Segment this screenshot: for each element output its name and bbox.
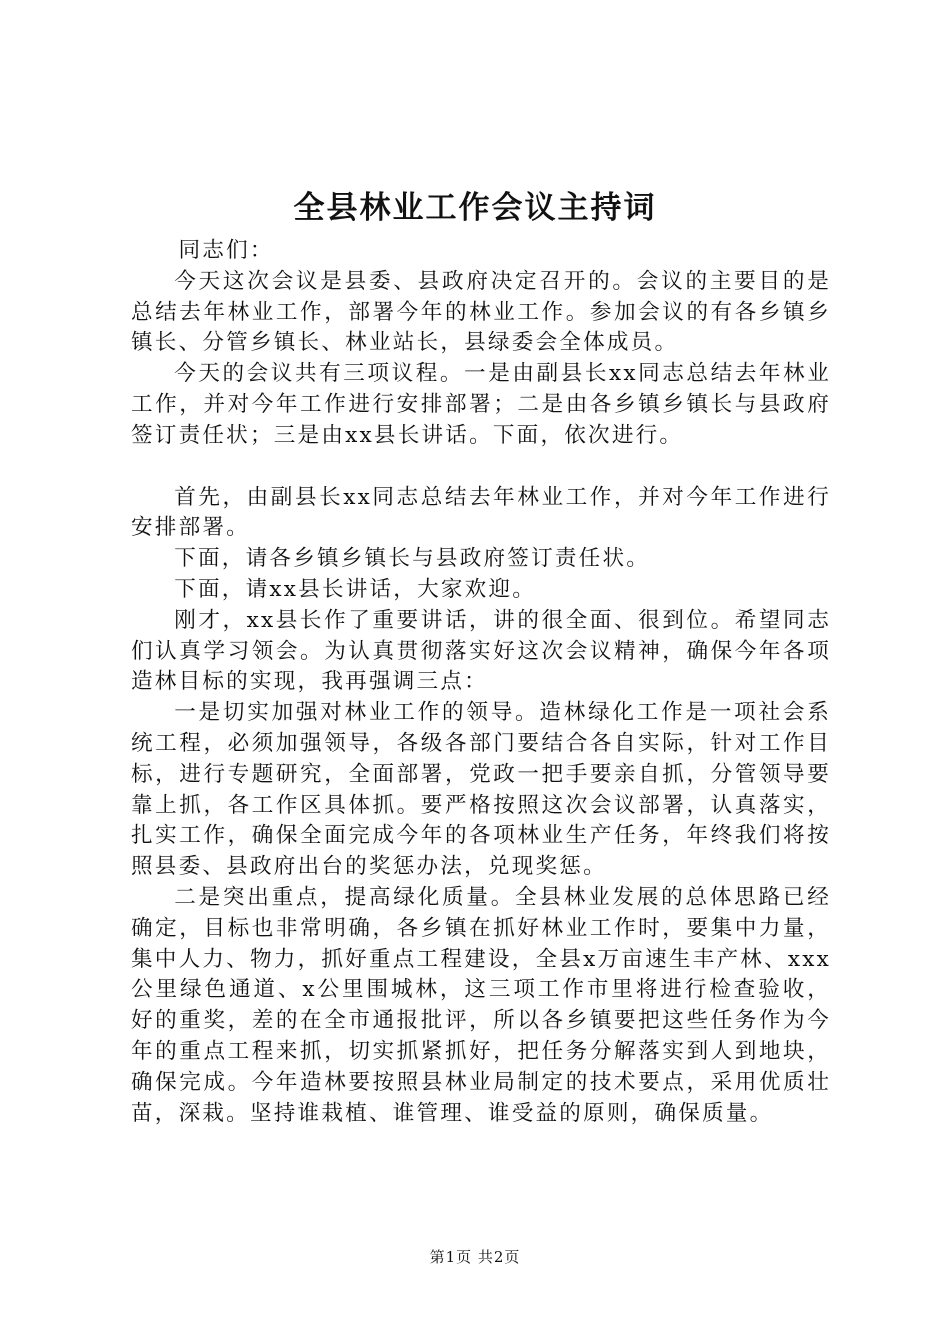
paragraph: 下面，请xx县长讲话，大家欢迎。 xyxy=(174,576,537,602)
paragraph: 一是切实加强对林业工作的领导。造林绿化工作是一项社会系统工程，必须加强领导，各级各部门要结合各自实际，针对工作目标，进行专题研究，全面部署，党政一把手要亲自抓，分管领导要靠上抓，各工作区具体抓。要严格按照这次会议部署，认真落实，扎实工作，确保全面完成今年的各项林业生产任务，年终我们将按照县委、县政府出台的奖惩办法，兑现奖惩。 xyxy=(131,700,831,880)
document-body xyxy=(131,236,831,1129)
page-footer: 第1页 共2页 xyxy=(429,1248,521,1266)
salutation: 同志们： xyxy=(178,238,274,263)
document-title: 全县林业工作会议主持词 xyxy=(293,190,657,226)
paragraph: 刚才，xx县长作了重要讲话，讲的很全面、很到位。希望同志们认真学习领会。为认真贯彻落实好这次会议精神，确保今年各项造林目标的实现，我再强调三点： xyxy=(131,607,831,695)
paragraph: 下面，请各乡镇乡镇长与县政府签订责任状。 xyxy=(174,546,651,572)
paragraph: 首先，由副县长xx同志总结去年林业工作，并对今年工作进行安排部署。 xyxy=(131,484,831,541)
blank-line xyxy=(131,452,831,483)
paragraph: 今天的会议共有三项议程。一是由副县长xx同志总结去年林业工作，并对今年工作进行安排部署；二是由各乡镇乡镇长与县政府签订责任状；三是由xx县长讲话。下面，依次进行。 xyxy=(131,361,831,448)
paragraph: 今天这次会议是县委、县政府决定召开的。会议的主要目的是总结去年林业工作，部署今年的林业工作。参加会议的有各乡镇乡镇长、分管乡镇长、林业站长，县绿委会全体成员。 xyxy=(131,268,831,356)
paragraph: 二是突出重点，提高绿化质量。全县林业发展的总体思路已经确定，目标也非常明确，各乡镇在抓好林业工作时，要集中力量，集中人力、物力，抓好重点工程建设，全县x万亩速生丰产林、xxx公里绿色通道、x公里围城林，这三项工作市里将进行检查验收，好的重奖，差的在全市通报批评，所以各乡镇要把这些任务作为今年的重点工程来抓，切实抓紧抓好，把任务分解落实到人到地块，确保完成。今年造林要按照县林业局制定的技术要点，采用优质壮苗，深栽。坚持谁栽植、谁管理、谁受益的原则，确保质量。 xyxy=(131,884,831,1126)
